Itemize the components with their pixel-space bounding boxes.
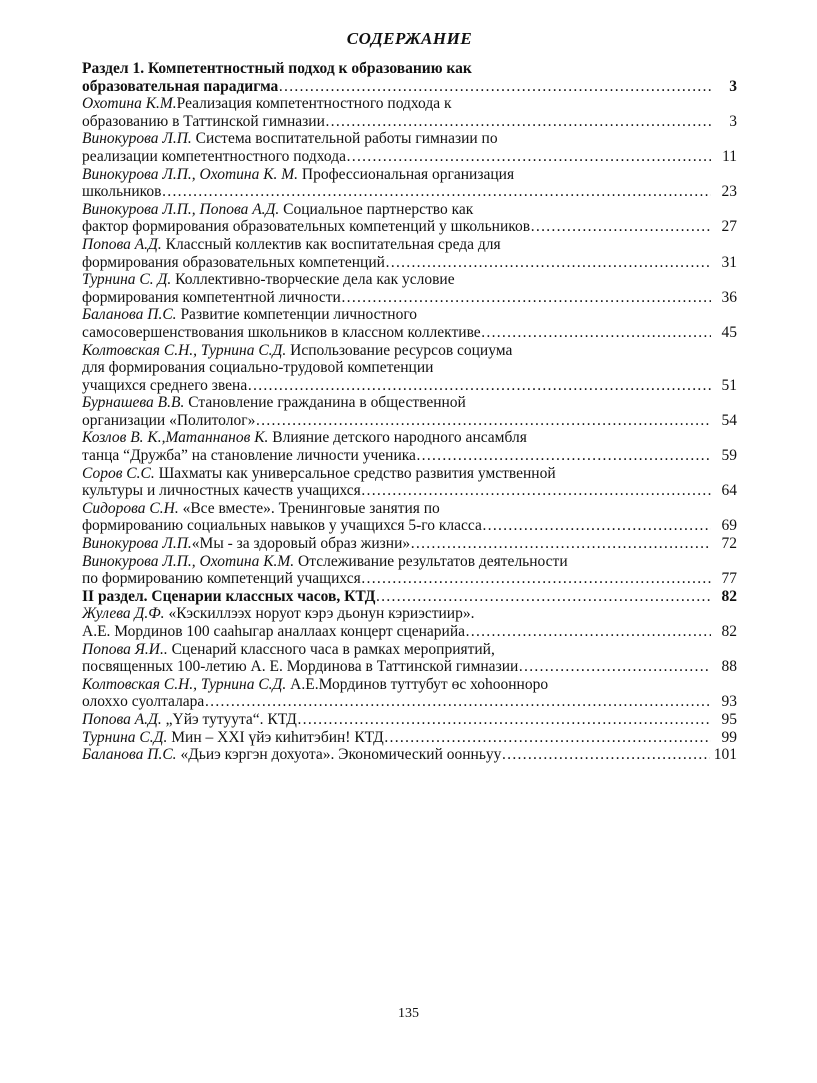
toc-dot-leader [361, 482, 711, 500]
toc-author: Турнина С.Д. [82, 728, 168, 746]
toc-entry [82, 271, 737, 306]
toc-page-number: 45 [721, 323, 737, 341]
toc-title-line1: «Все вместе». Тренинговые занятия по [178, 499, 440, 517]
toc-author: Жулева Д.Ф. [82, 605, 165, 623]
toc-page-number: 93 [721, 693, 737, 711]
toc-author: Сидорова С.Н. [82, 499, 179, 517]
toc-title-line1: Использование ресурсов социума [286, 341, 513, 359]
toc-page-number: 77 [721, 570, 737, 588]
toc-title-line2: А.Е. Мординов 100 сааһыгар аналлаах концерт сценарийа [82, 623, 466, 640]
toc-entry-last-line [82, 482, 737, 500]
toc-page-number: 82 [721, 623, 737, 640]
toc-title-line2: образовательная парадигма [82, 77, 279, 95]
toc-author: Колтовская С.Н., Турнина С.Д. [82, 675, 287, 693]
toc-title-line1: Становление гражданина в общественной [184, 394, 466, 412]
toc-author: Попова Я.И.. [82, 640, 168, 658]
toc-title-line2: по формированию компетенций учащихся [82, 570, 361, 588]
toc-entry [82, 746, 737, 764]
toc-title-line2: формированию социальных навыков у учащихся 5-го класса [82, 517, 482, 535]
toc-title-line2: фактор формирования образовательных компетенций у школьников [82, 218, 531, 236]
toc-author: Колтовская С.Н., Турнина С.Д. [82, 341, 287, 359]
toc-dot-leader [247, 377, 711, 395]
toc-title-line2: Мин – XXI үйэ киһитэбин! КТД [167, 728, 384, 746]
toc-dot-leader [325, 113, 711, 131]
toc-dot-leader [255, 412, 711, 430]
toc-author: Винокурова Л.П., Охотина К.М. [82, 552, 295, 570]
toc-title-line2: организации «Политолог» [82, 411, 256, 429]
toc-entry-first-line [82, 306, 737, 324]
toc-entry-last-line [82, 746, 737, 764]
toc-author: Винокурова Л.П. [82, 130, 192, 148]
toc-entry-last-line [82, 289, 737, 307]
toc-entry-first-line [82, 201, 737, 219]
toc-entry-last-line [82, 535, 737, 553]
toc-author: Козлов В. К.,Матаннанов К. [82, 429, 269, 447]
toc-dot-leader [482, 517, 711, 535]
toc-title-line2: посвященных 100-летию А. Е. Мординова в Таттинской гимназии [82, 658, 519, 676]
toc-dot-leader [465, 623, 711, 641]
toc-title-line2: самосовершенствования школьников в классном коллективе [82, 323, 481, 341]
toc-dot-leader [384, 729, 711, 747]
toc-entry [82, 342, 737, 395]
toc-entry-first-line [82, 394, 737, 412]
toc-dot-leader [501, 746, 709, 764]
toc-entry [82, 130, 737, 165]
toc-page-number: 36 [721, 288, 737, 306]
toc-entry-last-line [82, 324, 737, 342]
toc-entry-last-line [82, 570, 737, 588]
toc-entry [82, 429, 737, 464]
toc-title-line2: „Үйэ тутуута“. КТД [161, 710, 297, 728]
toc-entry-first-line [82, 605, 737, 623]
toc-title-line1: Система воспитательной работы гимназии по [191, 130, 498, 148]
toc-entry-first-line [82, 500, 737, 518]
toc-entry-last-line [82, 711, 737, 729]
toc-entry-first-line [82, 271, 737, 289]
toc-title-line2: культуры и личностных качеств учащихся [82, 482, 361, 500]
toc-page-number: 82 [721, 587, 737, 605]
toc-entry-last-line [82, 78, 737, 96]
toc-page-number: 72 [721, 535, 737, 553]
toc-entry [82, 95, 737, 130]
toc-entry [82, 711, 737, 729]
toc-title-line1: Развитие компетенции личностного [176, 306, 418, 324]
toc-entry-first-line [82, 676, 737, 694]
toc-dot-leader [375, 588, 711, 606]
toc-title-line2: «Дьиэ кэргэн дохуота». Экономический оонньуу [176, 746, 502, 764]
toc-title-line2: формирования компетентной личности [82, 288, 341, 306]
toc-author: Баланова П.С. [82, 746, 177, 764]
toc-title-line1: Социальное партнерство как [279, 200, 474, 218]
toc-page-number: 3 [729, 112, 737, 130]
toc-author: Попова А.Д. [82, 710, 162, 728]
toc-author: Баланова П.С. [82, 306, 177, 324]
toc-dot-leader [346, 148, 711, 166]
toc-entry-first-line [82, 465, 737, 483]
toc-title-line1: А.Е.Мординов туттубут өс хоһоонноро [286, 675, 549, 693]
toc-dot-leader [297, 711, 711, 729]
toc-entry [82, 236, 737, 271]
toc-entry [82, 535, 737, 553]
toc-page-number: 23 [721, 183, 737, 201]
toc-author: Винокурова Л.П., Охотина К. М. [82, 165, 299, 183]
toc-title-line2: реализации компетентностного подхода [82, 147, 346, 165]
toc-entry [82, 201, 737, 236]
toc-entry-first-line [82, 166, 737, 184]
toc-entry-middle-line [82, 359, 737, 377]
toc-title-line2: учащихся среднего звена [82, 376, 248, 394]
toc-author: Винокурова Л.П., Попова А.Д. [82, 200, 280, 218]
toc-entry [82, 60, 737, 95]
toc-dot-leader [361, 570, 711, 588]
toc-title-line1: Классный коллектив как воспитательная среда для [161, 235, 501, 253]
toc-page-number: 27 [721, 218, 737, 236]
toc-entry-first-line [82, 553, 737, 571]
toc-page-number: 88 [721, 658, 737, 676]
toc-entry-first-line [82, 429, 737, 447]
toc-title-line2: образованию в Таттинской гимназии [82, 112, 325, 130]
toc-entry-last-line [82, 218, 737, 236]
toc-entry-first-line [82, 60, 737, 78]
toc-entry [82, 605, 737, 640]
toc-entry-last-line [82, 254, 737, 272]
toc-page-number: 101 [713, 746, 737, 764]
toc-entry-last-line [82, 693, 737, 711]
toc-author: Соров С.С. [82, 464, 155, 482]
toc-dot-leader [481, 324, 711, 342]
page-number: 135 [398, 1006, 419, 1021]
toc-entry [82, 166, 737, 201]
toc-entry-last-line [82, 658, 737, 676]
toc-dot-leader [530, 218, 711, 236]
toc-page-number: 11 [722, 147, 737, 165]
toc-author: Винокурова Л.П. [82, 535, 192, 553]
toc-page-number: 99 [721, 728, 737, 746]
toc-title-line2: олохxо суолталара [82, 693, 205, 711]
toc-list [82, 60, 737, 764]
toc-title-line1: Шахматы как универсальное средство развития умственной [154, 464, 556, 482]
toc-entry [82, 500, 737, 535]
page-title: СОДЕРЖАНИЕ [346, 29, 473, 48]
toc-author: Турнина С. Д. [82, 271, 172, 289]
toc-entry-last-line [82, 447, 737, 465]
toc-title-line2: школьников [82, 183, 162, 201]
toc-page-number: 95 [721, 710, 737, 728]
toc-page-number: 59 [721, 447, 737, 465]
toc-entry-last-line [82, 517, 737, 535]
toc-entry-first-line [82, 95, 737, 113]
toc-entry-last-line [82, 377, 737, 395]
toc-entry [82, 465, 737, 500]
toc-entry-first-line [82, 130, 737, 148]
toc-dot-leader [518, 658, 711, 676]
toc-entry [82, 553, 737, 588]
toc-title-line1: Отслеживание результатов деятельности [294, 552, 568, 570]
toc-entry-last-line [82, 729, 737, 747]
toc-entry-last-line [82, 588, 737, 606]
toc-author: Попова А.Д. [82, 235, 162, 253]
toc-dot-leader [341, 289, 711, 307]
toc-entry-last-line [82, 113, 737, 131]
toc-dot-leader [278, 78, 711, 96]
toc-entry-last-line [82, 412, 737, 430]
toc-author: Бурнашева В.В. [82, 394, 185, 412]
toc-title-line1: Раздел 1. Компетентностный подход к образованию как [82, 60, 472, 77]
toc-page-number: 64 [721, 482, 737, 500]
toc-page-number: 31 [721, 253, 737, 271]
toc-dot-leader [204, 693, 711, 711]
toc-entry [82, 729, 737, 747]
toc-entry-first-line [82, 236, 737, 254]
toc-entry [82, 306, 737, 341]
toc-entry-first-line [82, 641, 737, 659]
toc-title-line1: Профессиональная организация [298, 165, 515, 183]
toc-dot-leader [385, 254, 711, 272]
toc-title-line1: Реализация компетентностного подхода к [176, 95, 452, 113]
toc-title-line1: Коллективно-творческие дела как условие [171, 271, 455, 289]
toc-title-line1: Сценарий классного часа в рамках мероприятий, [167, 640, 495, 658]
toc-dot-leader [410, 535, 711, 553]
toc-page-number: 69 [721, 517, 737, 535]
toc-title-line2: II раздел. Сценарии классных часов, КТД [82, 587, 376, 605]
toc-page [82, 28, 737, 764]
toc-entry-last-line [82, 183, 737, 201]
toc-entry-last-line [82, 623, 737, 641]
toc-dot-leader [161, 183, 711, 201]
toc-title-line1: Влияние детского народного ансамбля [268, 429, 527, 447]
toc-entry [82, 588, 737, 606]
toc-title-line-mid: для формирования социально-трудовой компетенции [82, 359, 434, 377]
toc-page-number: 3 [729, 77, 737, 95]
toc-title-line1: «Кэскиллээх норуот кэрэ дьонун кэриэстиир». [164, 605, 475, 623]
toc-entry [82, 641, 737, 676]
toc-title-line2: танца “Дружба” на становление личности ученика [82, 447, 416, 465]
toc-entry-first-line [82, 342, 737, 360]
toc-entry [82, 676, 737, 711]
toc-title-line2: формирования образовательных компетенций [82, 253, 385, 271]
toc-dot-leader [416, 447, 711, 465]
toc-entry [82, 394, 737, 429]
toc-page-number: 51 [721, 376, 737, 394]
toc-title-line2: «Мы - за здоровый образ жизни» [191, 535, 411, 553]
toc-author: Охотина К.М. [82, 95, 177, 113]
toc-entry-last-line [82, 148, 737, 166]
toc-page-number: 54 [721, 411, 737, 429]
